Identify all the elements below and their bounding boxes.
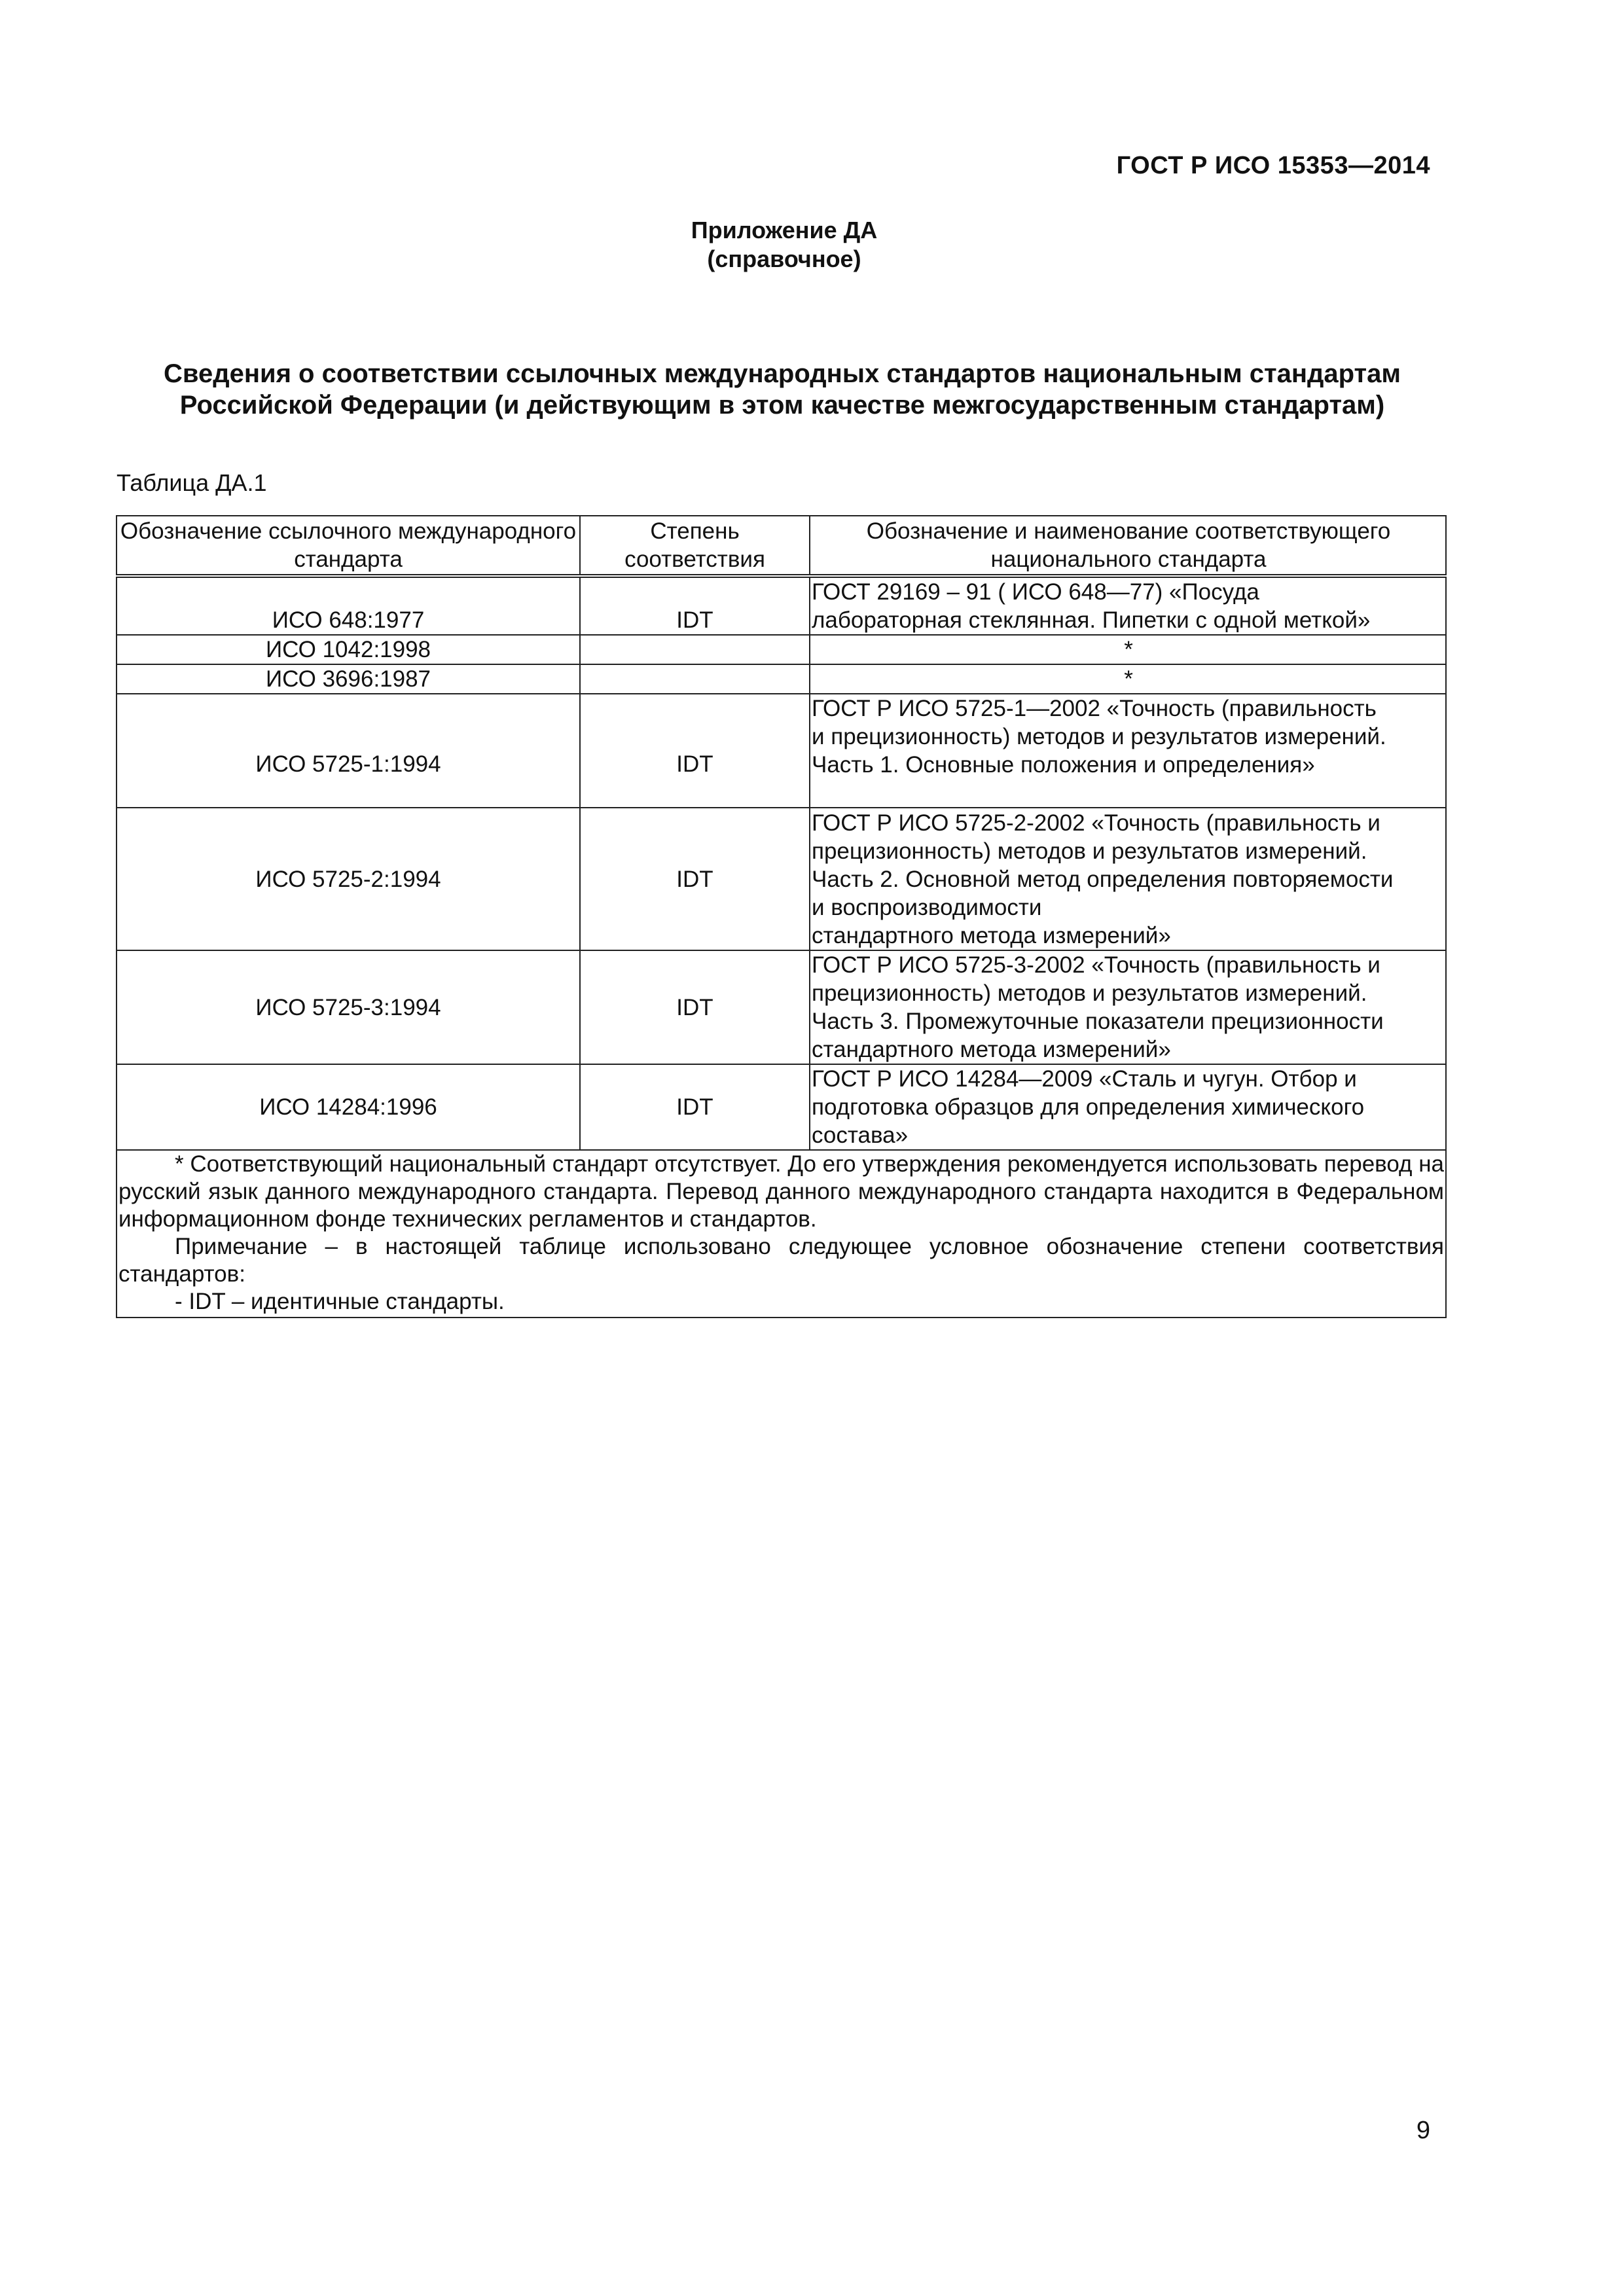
national-standard-line: лабораторная стеклянная. Пипетки с одной меткой» <box>812 607 1371 633</box>
section-title-line-1: Сведения о соответствии ссылочных международных стандартов национальным стандартам <box>164 359 1401 388</box>
national-standard-line: прецизионность) методов и результатов измерений. <box>812 838 1367 864</box>
header-degree-of-correspondence: Степень соответствия <box>580 516 810 576</box>
national-standard-line: стандартного метода измерений» <box>812 922 1171 948</box>
header-reference-standard: Обозначение ссылочного международного стандарта <box>117 516 580 576</box>
table-row <box>117 950 1446 1064</box>
national-standard-line: стандартного метода измерений» <box>812 1037 1171 1062</box>
degree-cell: IDT <box>580 950 810 1064</box>
header-national-standard: Обозначение и наименование соответствующего национального стандарта <box>810 516 1446 576</box>
national-standard-line: ГОСТ Р ИСО 5725-1—2002 «Точность (правильность <box>812 696 1377 721</box>
table-row <box>117 808 1446 950</box>
table-caption: Таблица ДА.1 <box>117 469 267 496</box>
national-standard-line: и прецизионность) методов и результатов измерений. <box>812 724 1386 749</box>
national-standard-line: ГОСТ 29169 – 91 ( ИСО 648—77) «Посуда <box>812 579 1259 605</box>
national-standard-line: и воспроизводимости <box>812 894 1042 920</box>
degree-cell: IDT <box>580 576 810 635</box>
appendix-type: (справочное) <box>707 245 861 272</box>
degree-cell: IDT <box>580 808 810 950</box>
degree-cell <box>580 635 810 664</box>
national-standard-line: Часть 1. Основные положения и определения» <box>812 752 1315 778</box>
document-code: ГОСТ Р ИСО 15353—2014 <box>1116 152 1430 179</box>
appendix-name: Приложение ДА <box>691 217 878 243</box>
table-row <box>117 694 1446 808</box>
table-row <box>117 664 1446 694</box>
footnote-text: * Соответствующий национальный стандарт отсутствует. До его утверждения рекомендуется использовать перевод на русский язык данного международного стандарта. Перевод данного международного стандарта находится в Федеральном информационном фонде технических регламентов и стандартов. <box>118 1151 1444 1232</box>
table-row <box>117 1064 1446 1150</box>
national-standard-line: подготовка образцов для определения химического <box>812 1094 1365 1120</box>
national-standard-line: ГОСТ Р ИСО 5725-2-2002 «Точность (правильность и <box>812 810 1380 836</box>
reference-standard-cell: ИСО 5725-2:1994 <box>117 808 580 950</box>
degree-cell: IDT <box>580 1064 810 1150</box>
national-standard-cell <box>810 694 1446 808</box>
national-standard-cell <box>810 808 1446 950</box>
note-text: Примечание – в настоящей таблице использовано следующее условное обозначение степени соответствия стандартов: <box>118 1234 1444 1287</box>
national-standard-cell <box>810 576 1446 635</box>
section-title <box>111 358 1453 421</box>
table-row <box>117 635 1446 664</box>
national-standard-cell <box>810 635 1446 664</box>
reference-standard-cell: ИСО 3696:1987 <box>117 664 580 694</box>
reference-standard-cell: ИСО 5725-1:1994 <box>117 694 580 808</box>
national-standard-line: ГОСТ Р ИСО 5725-3-2002 «Точность (правильность и <box>812 952 1380 978</box>
national-standard-line: состава» <box>812 1122 909 1148</box>
reference-standard-cell: ИСО 14284:1996 <box>117 1064 580 1150</box>
reference-standard-cell: ИСО 5725-3:1994 <box>117 950 580 1064</box>
national-standard-line: ГОСТ Р ИСО 14284—2009 «Сталь и чугун. Отбор и <box>812 1066 1357 1092</box>
table-footnote-row <box>117 1150 1446 1318</box>
national-standard-line: Часть 3. Промежуточные показатели прецизионности <box>812 1009 1384 1034</box>
section-title-line-2: Российской Федерации (и действующим в этом качестве межгосударственным стандартам) <box>179 391 1385 420</box>
national-standard-line: * <box>1124 666 1133 692</box>
reference-standard-cell: ИСО 648:1977 <box>117 576 580 635</box>
national-standard-line: Часть 2. Основной метод определения повторяемости <box>812 866 1394 892</box>
national-standard-cell <box>810 664 1446 694</box>
page-number: 9 <box>1416 2117 1430 2144</box>
table-row <box>117 576 1446 635</box>
table-footnote-cell <box>117 1150 1446 1318</box>
table-header-row <box>117 516 1446 576</box>
degree-cell: IDT <box>580 694 810 808</box>
note-item: - IDT – идентичные стандарты. <box>175 1289 505 1314</box>
national-standard-cell <box>810 950 1446 1064</box>
degree-cell <box>580 664 810 694</box>
national-standard-line: * <box>1124 637 1133 662</box>
reference-standard-cell: ИСО 1042:1998 <box>117 635 580 664</box>
national-standard-cell <box>810 1064 1446 1150</box>
national-standard-line: прецизионность) методов и результатов измерений. <box>812 980 1367 1006</box>
appendix-heading <box>0 216 1568 274</box>
standards-correspondence-table <box>116 515 1447 1318</box>
